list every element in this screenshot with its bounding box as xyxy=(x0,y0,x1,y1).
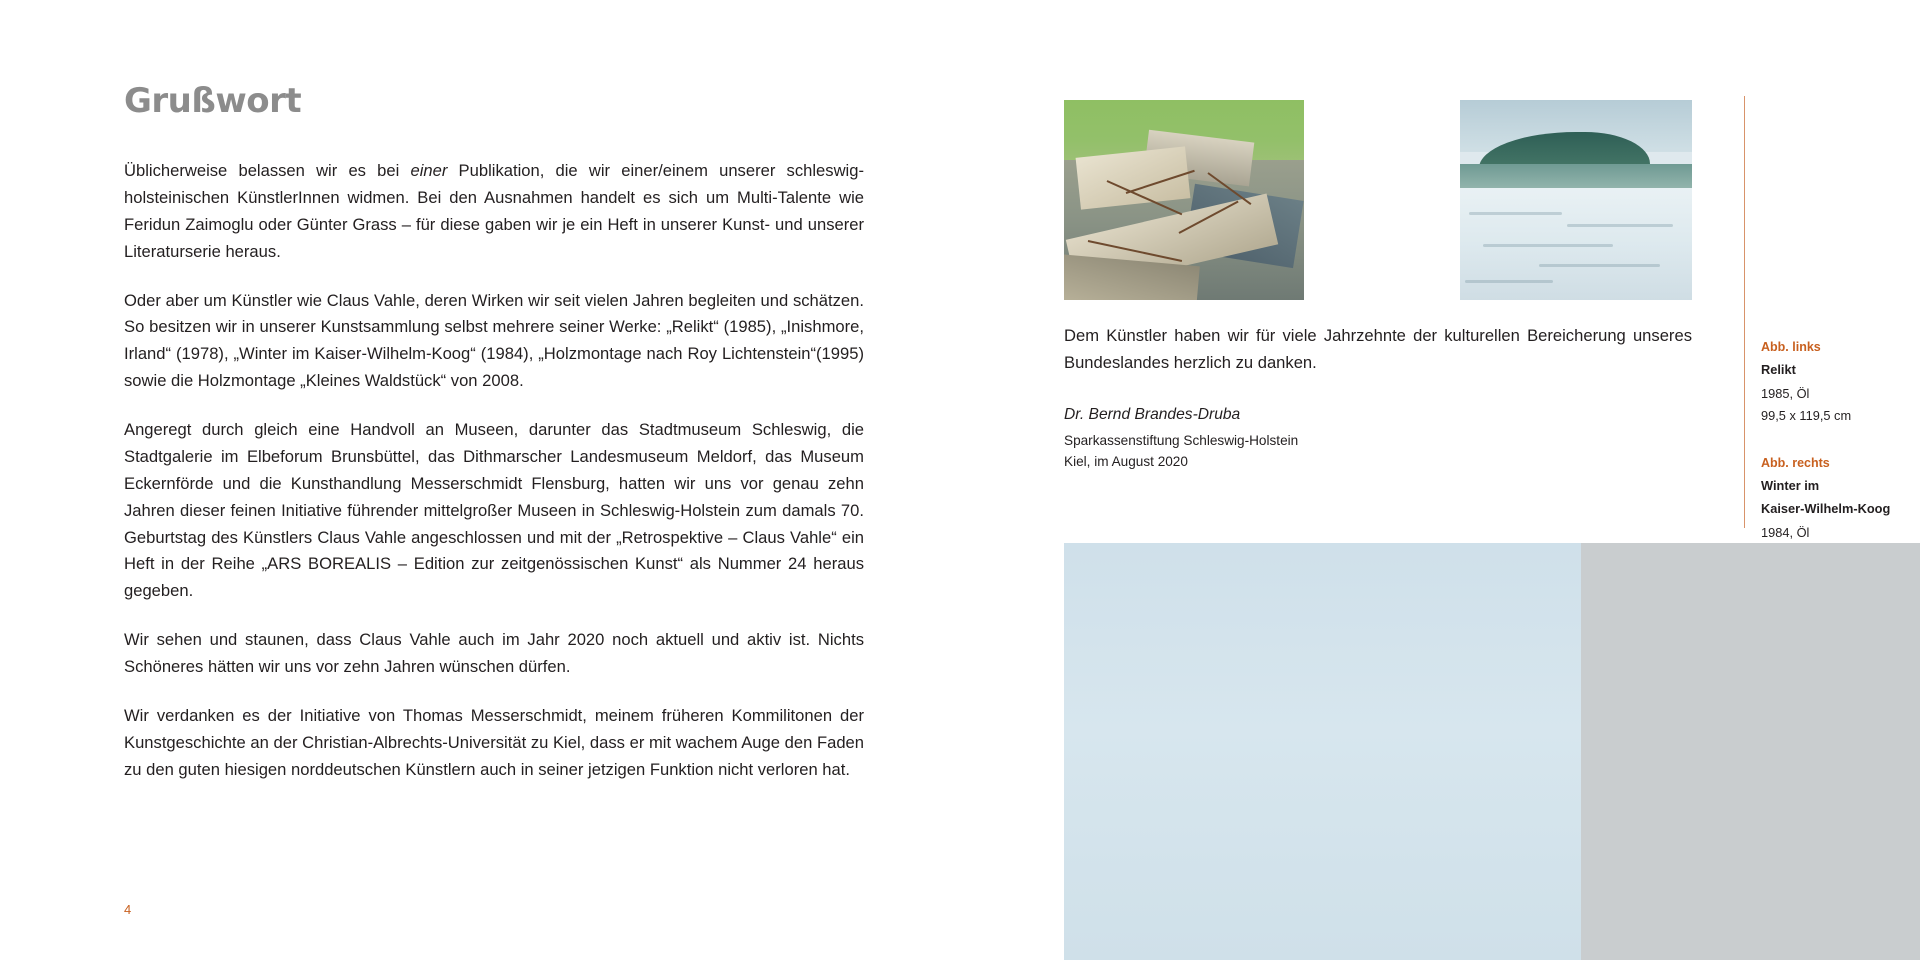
closing-text-block xyxy=(1064,323,1692,472)
right-page xyxy=(1064,0,1920,960)
caption-label-left: Abb. links xyxy=(1761,340,1821,354)
closing-paragraph: Dem Künstler haben wir für viele Jahrzehnte der kulturellen Bereicherung unseres Bundeslandes herzlich zu danken. xyxy=(1064,326,1692,372)
caption-title-left: Relikt xyxy=(1761,362,1796,377)
caption-medium-left: 1985, Öl xyxy=(1761,385,1810,401)
paragraph-5: Wir verdanken es der Initiative von Thomas Messerschmidt, meinem früheren Kommilitonen der Kunstgeschichte an der Christian-Albrechts-Universität zu Kiel, dass er mit wachem Auge den Faden zu den guten hiesigen norddeutschen Künstlern auch in seiner jetzigen Funktion nicht verloren hat. xyxy=(124,705,864,779)
signature-organisation: Sparkassenstiftung Schleswig-Holstein xyxy=(1064,433,1299,449)
artwork-relikt-image xyxy=(1064,100,1304,300)
caption-size-left: 99,5 x 119,5 cm xyxy=(1761,408,1852,424)
caption-spacer xyxy=(1761,430,1911,456)
paragraph-3: Angeregt durch gleich eine Handvoll an Museen, darunter das Stadtmuseum Schleswig, die Stadtgalerie im Elbeforum Brunsbüttel, das Dithmarscher Landesmuseum Meldorf, das Museum Eckernförde und die Kunsthandlung Messerschmidt Flensburg, hatten wir uns vor genau zehn Jahren dieser feinen Initiative führender mittelgroßer Museen in Schleswig-Holstein zum damals 70. Geburtstag des Künstlers Claus Vahle angeschlossen und mit der „Retrospektive – Claus Vahle“ ein Heft in der Reihe „ARS BOREALIS – Edition zur zeitgenössischen Kunst“ als Nummer 24 heraus gegeben. xyxy=(124,420,864,601)
caption-medium-right: 1984, Öl xyxy=(1761,524,1810,540)
paragraph-2: Oder aber um Künstler wie Claus Vahle, deren Wirken wir seit vielen Jahren begleiten und schätzen. So besitzen wir in unserer Kunstsammlung selbst mehrere seiner Werke: „Relikt“ (1985), „Inishmore, Irland“ (1978), „Winter im Kaiser-Wilhelm-Koog“ (1984), „Holzmontage nach Roy Lichtenstein“(1995) sowie die Holzmontage „Kleines Waldstück“ von 2008. xyxy=(124,290,864,391)
page-title: Grußwort xyxy=(124,81,302,121)
artwork-bottom-sky xyxy=(1064,543,1581,960)
paragraph-1 xyxy=(124,158,864,266)
signature-name: Dr. Bernd Brandes-Druba xyxy=(1064,406,1241,424)
margin-caption-column xyxy=(1761,340,1911,569)
left-text-column xyxy=(124,81,864,784)
paragraph-4: Wir sehen und staunen, dass Claus Vahle auch im Jahr 2020 noch aktuell und aktiv ist. Nichts Schöneres hätten wir uns vor zehn Jahren wünschen dürfen. xyxy=(124,630,864,676)
artwork-bottom-panorama-image xyxy=(1064,543,1920,960)
paragraph-1-pre: Üblicherweise belassen wir es bei xyxy=(124,161,411,180)
artwork-winter-koog-image xyxy=(1460,100,1692,300)
signature-place-date: Kiel, im August 2020 xyxy=(1064,454,1188,470)
paragraph-1-italic: einer xyxy=(410,161,448,180)
margin-divider xyxy=(1744,96,1745,528)
artwork-bottom-grey-panel xyxy=(1581,543,1920,960)
caption-title-right-line2: Kaiser-Wilhelm-Koog xyxy=(1761,501,1891,517)
page-number: 4 xyxy=(124,902,132,917)
caption-label-right: Abb. rechts xyxy=(1761,455,1830,470)
caption-title-right-line1: Winter im xyxy=(1761,477,1820,493)
paragraph-1-post: Publikation, die wir einer/einem unserer schleswig-holsteinischen KünstlerInnen widmen. Bei den Ausnahmen handelt es sich um Multi-Talente wie Feridun Zaimoglu oder Günter Grass – für diese gaben wir je ein Heft in unserer Kunst- und unserer Literaturserie heraus. xyxy=(124,161,864,261)
